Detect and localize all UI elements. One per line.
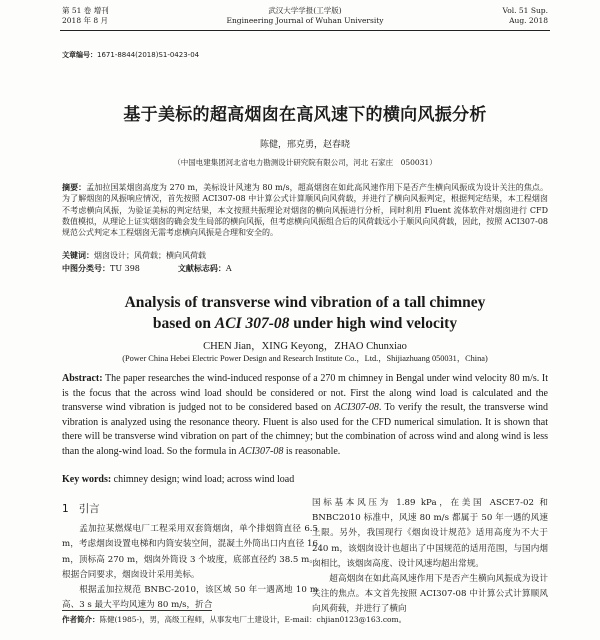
doc-code-label: 文献标志码：	[177, 264, 226, 273]
header-center	[62, 6, 548, 26]
chinese-keywords-text: 烟囱设计；风荷载；横向风荷载	[94, 251, 206, 260]
clc-label: 中图分类号：	[62, 264, 110, 273]
header-volume-cn: 第 51 卷 增刊	[62, 6, 109, 15]
chinese-title: 基于美标的超高烟囱在高风速下的横向风振分析	[123, 105, 487, 125]
english-abstract: Abstract: The paper researches the wind-induced response of a 270 m chimney in Bengal under wind velocity 80 m/s. It is the focus that the across wind load should be considered or not. First the along wind load is calculated and the transverse wind vibration is judged not to be considered based on ACI307-08. To verify the result, the transverse wind vibration is analyzed using the resonance theory. Fluent is also used for the CFD numerical simulation. It is shown that there will be transverse wind vibration on part of the chimney; but the combination of across wind and along wind is less than the along-wind load. So the formula in ACI307-08 is reasonable.	[62, 373, 549, 457]
section-title: 引言	[78, 503, 100, 515]
chinese-abstract	[62, 182, 548, 238]
chinese-keywords	[62, 250, 206, 261]
english-title	[60, 292, 550, 334]
body-paragraph: 国标基本风压为 1.89 kPa，在美国 ASCE7-02 和 BNBC2010 标准中，风速 80 m/s 都属于 50 年一遇的风速上限。另外，我国现行《烟囱设计规范》适用高度为不大于 240 m，该烟囱设计也超出了中国规范的适用范围，与国内烟囱相比，该烟囱高度、设计风速均超出常规。	[312, 498, 548, 569]
footnote-text: 陈健(1985-)，男，高级工程师，从事发电厂土建设计，E-mail：chjian0123@163.com。	[99, 615, 407, 624]
running-header	[62, 6, 548, 30]
header-date-en: Aug. 2018	[509, 16, 548, 25]
chinese-affiliation: （中国电建集团河北省电力勘测设计研究院有限公司，河北 石家庄 050031）	[173, 158, 437, 167]
header-right	[503, 6, 549, 26]
english-keywords	[62, 474, 294, 485]
chinese-abstract-text: 孟加拉国某烟囱高度为 270 m，美标设计风速为 80 m/s，超高烟囱在如此高风速作用下是否产生横向风振成为设计关注的焦点。为了解烟囱的风振响应情况，首先按照 ACI307-08 中计算公式计算顺风向风荷载，并进行了横向风振判定，根据判定结果，本工程烟囱不考虑横向风振，为验证美标的判定结果，本文按照共振理论对烟囱的横向风振进行分析，同时利用 Fluent 流体软件对烟囱进行 CFD 数值模拟，从理论上证实烟囱的确会发生局部的横向风振，但考虑横向风振组合后的风荷载远小于顺风向风荷载，因此，按照 ACI307-08 规范公式判定本工程烟囱无需考虑横向风振是合理和安全的。	[62, 183, 549, 238]
footnote-divider	[62, 610, 212, 611]
english-title-line2: based on ACI 307-08 under high wind velocity	[152, 315, 458, 332]
clc-value: TU 398	[110, 264, 140, 273]
article-number-value: 1671-8844(2018)S1-0423-04	[97, 51, 200, 59]
header-divider	[60, 30, 550, 31]
english-title-standard: ACI 307-08	[214, 315, 290, 332]
header-journal-en: Engineering Journal of Wuhan University	[226, 16, 384, 25]
classification-line	[62, 263, 232, 274]
article-number	[62, 50, 199, 60]
header-date-cn: 2018 年 8 月	[62, 16, 109, 25]
english-keywords-text: chimney design; wind load; across wind load	[111, 474, 295, 485]
doc-code-value: A	[225, 264, 232, 273]
article-number-label: 文章编号：	[62, 51, 97, 59]
body-paragraph: 孟加拉某燃煤电厂工程采用双套筒烟囱，单个排烟筒直径 6.5 m，考虑烟囱设置电梯和内筒安装空间，混凝土外筒出口内直径 16 m，顶标高 270 m，烟囱外筒设 3 个坡度，底部直径约 38.5 m。根据合同要求，烟囱设计采用美标。	[62, 524, 318, 580]
body-paragraph: 超高烟囱在如此高风速作用下是否产生横向风振成为设计关注的焦点。本文首先按照 ACI307-08 中计算公式计算顺风向风荷载，并进行了横向	[312, 574, 548, 615]
footnote-label: 作者简介：	[62, 615, 100, 624]
english-title-line1: Analysis of transverse wind vibration of a tall chimney	[124, 294, 486, 311]
english-authors: CHEN Jian，XING Keyong，ZHAO Chunxiao	[203, 341, 407, 352]
english-abstract-label: Abstract:	[62, 373, 103, 384]
chinese-authors: 陈健，邢克勇，赵春晓	[259, 140, 350, 150]
section-heading	[62, 502, 318, 517]
english-keywords-label: Key words:	[62, 474, 112, 485]
chinese-abstract-label: 摘要：	[62, 183, 87, 192]
body-column-right	[312, 496, 548, 618]
chinese-keywords-label: 关键词：	[62, 251, 94, 260]
header-volume-en: Vol. 51 Sup.	[502, 6, 548, 15]
section-number: 1	[62, 503, 69, 515]
header-journal-cn: 武汉大学学报(工学版)	[268, 6, 342, 15]
body-column-left	[62, 496, 318, 613]
author-footnote	[62, 614, 548, 625]
english-affiliation: (Power China Hebei Electric Power Design and Research Institute Co.，Ltd.，Shijiazhuang 050031，China)	[122, 354, 488, 363]
body-paragraph: 根据孟加拉规范 BNBC-2010，该区域 50 年一遇离地 10 m 高、3 s 最大平均风速为 80 m/s，折合	[62, 585, 318, 611]
